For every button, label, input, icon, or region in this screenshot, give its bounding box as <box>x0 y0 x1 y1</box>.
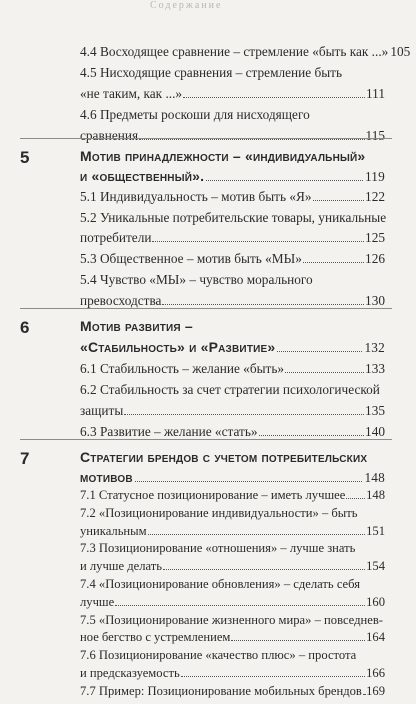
toc-entry-5-1: 5.1 Индивидуальность – мотив быть «Я» 122 <box>80 189 385 204</box>
toc-entry-7-6-cont: и предсказуемость 166 <box>80 666 385 680</box>
toc-entry-4-5: 4.5 Нисходящие сравнения – стремление быть <box>80 65 343 80</box>
chapter-divider <box>20 308 392 309</box>
toc-entry-7-2: 7.2 «Позиционирование индивидуальности» – быть <box>80 505 358 520</box>
toc-entry-5-2-cont: потребители 125 <box>80 230 385 245</box>
chapter-title-5-line2: и «общественный». 119 <box>80 168 385 184</box>
toc-entry-7-5: 7.5 «Позиционирование жизненного мира» – повседнев- <box>80 612 383 627</box>
toc-entry-6-3: 6.3 Развитие – желание «стать» 140 <box>80 424 385 439</box>
toc-entry-7-6: 7.6 Позиционирование «качество плюс» – простота <box>80 648 357 663</box>
toc-entry-7-4-cont: лучше 160 <box>80 594 385 609</box>
chapter-title-6-line1: Мотив развития – <box>80 318 193 334</box>
toc-entry-7-1: 7.1 Статусное позиционирование – иметь лучшее 148 <box>80 488 385 502</box>
chapter-title-5-line1: Мотив принадлежности – «индивидуальный» <box>80 148 366 164</box>
toc-entry-5-2: 5.2 Уникальные потребительские товары, уникальные <box>80 210 387 225</box>
toc-entry-6-2-cont: защиты 135 <box>80 403 385 418</box>
chapter-number-5: 5 <box>20 148 30 167</box>
toc-entry-4-6-cont: сравнения 115 <box>80 128 385 143</box>
toc-entry-6-2: 6.2 Стабильность за счет стратегии психологической <box>80 382 380 397</box>
chapter-divider <box>20 439 392 440</box>
chapter-title-7-line2: мотивов 148 <box>80 469 385 485</box>
toc-entry-4-4: 4.4 Восходящее сравнение – стремление «быть как ...» 105 <box>80 44 411 59</box>
chapter-number-7: 7 <box>20 449 30 468</box>
toc-entry-5-3: 5.3 Общественное – мотив быть «МЫ» 126 <box>80 251 385 266</box>
toc-entry-7-3-cont: и лучше делать 154 <box>80 559 385 574</box>
toc-entry-4-6: 4.6 Предметы роскоши для нисходящего <box>80 107 310 122</box>
chapter-divider <box>20 138 392 139</box>
toc-entry-5-4: 5.4 Чувство «МЫ» – чувство морального <box>80 272 313 287</box>
toc-entry-7-3: 7.3 Позиционирование «отношения» – лучше знать <box>80 541 356 556</box>
toc-entry-7-7: 7.7 Пример: Позиционирование мобильных брендов 169 <box>80 683 385 698</box>
toc-entry-4-5-cont: «не таким, как ...» 111 <box>80 86 385 101</box>
chapter-title-6-line2: «Стабильность» и «Развитие» 132 <box>80 339 385 355</box>
toc-entry-7-4: 7.4 «Позиционирование обновления» – сделать себя <box>80 577 361 591</box>
toc-entry-5-4-cont: превосходства 130 <box>80 293 385 308</box>
toc-entry-7-5-cont: ное бегство с устремлением 164 <box>80 630 385 645</box>
chapter-title-7-line1: Стратегии брендов с учетом потребительских <box>80 449 368 465</box>
toc-entry-6-1: 6.1 Стабильность – желание «быть» 133 <box>80 361 385 376</box>
bleed-through-header: Содержание <box>150 0 223 11</box>
toc-entry-7-2-cont: уникальным 151 <box>80 523 385 538</box>
chapter-number-6: 6 <box>20 318 30 337</box>
